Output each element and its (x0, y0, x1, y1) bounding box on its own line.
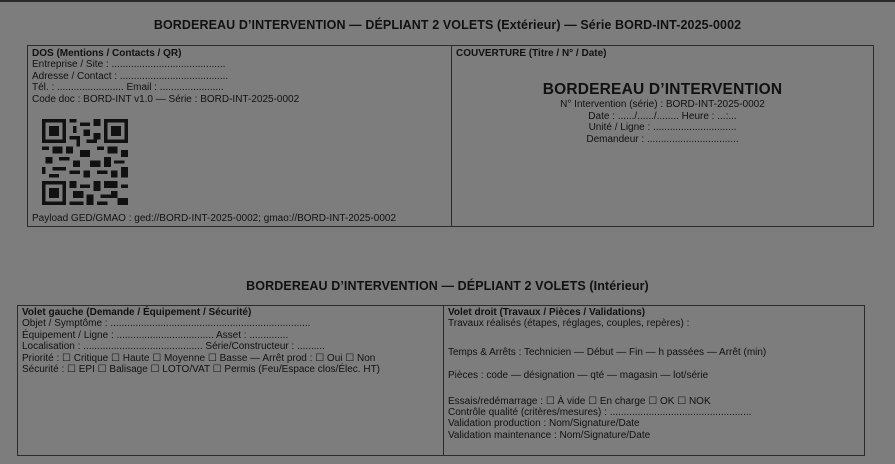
right-heading: Volet droit (Travaux / Pièces / Validations) (448, 307, 646, 318)
qr-code-icon (42, 119, 128, 205)
back-panel (32, 48, 447, 105)
right-validation-production-line: Validation production : Nom/Signature/Date (448, 418, 640, 430)
interior-fold-line (443, 306, 444, 455)
exterior-title: BORDEREAU D’INTERVENTION — DÉPLIANT 2 VOLETS (Extérieur) — Série BORD-INT-2025-0002 (153, 18, 742, 32)
back-address-line: Adresse / Contact : ....................................... (32, 70, 229, 82)
cover-date-line: Date : ....../....../........ Heure : ...:... (588, 110, 737, 122)
cover-big-title: BORDEREAU D’INTERVENTION (542, 81, 783, 98)
right-tests-line: Essais/redémarrage : ☐ À vide ☐ En charge ☐ OK ☐ NOK (448, 395, 711, 407)
cover-panel (456, 48, 870, 59)
cover-requester-line: Demandeur : ................................. (586, 133, 739, 145)
right-validation-maintenance-line: Validation maintenance : Nom/Signature/Date (448, 429, 651, 441)
left-safety-line: Sécurité : ☐ EPI ☐ Balisage ☐ LOTO/VAT ☐ Permis (Feu/Espace clos/Élec. HT) (22, 364, 381, 376)
left-priority-line: Priorité : ☐ Critique ☐ Haute ☐ Moyenne ☐ Basse — Arrêt prod : ☐ Oui ☐ Non (22, 352, 376, 364)
back-heading: DOS (Mentions / Contacts / QR) (32, 48, 182, 59)
right-quality-line: Contrôle qualité (critères/mesures) : ................................................... (448, 407, 752, 419)
interior-panel (17, 305, 865, 456)
left-panel (22, 307, 440, 375)
cover-content (452, 81, 873, 145)
left-equipment-line: Équipement / Ligne : ................................... Asset : .............. (22, 329, 289, 341)
cover-heading: COUVERTURE (Titre / N° / Date) (456, 48, 607, 59)
left-location-line: Localisation : ........................................... Série/Constructeur : .......... (22, 341, 325, 353)
back-code-line: Code doc : BORD-INT v1.0 — Série : BORD-INT-2025-0002 (32, 93, 300, 105)
back-contact-line: Tél. : ........................ Email : ....................... (32, 82, 224, 94)
cover-unit-line: Unité / Ligne : .............................. (588, 122, 737, 133)
back-company-line: Entreprise / Site : ......................................... (32, 59, 226, 71)
right-parts-line: Pièces : code — désignation — qté — magasin — lot/série (448, 370, 709, 382)
cover-series-line: N° Intervention (série) : BORD-INT-2025-0002 (560, 99, 765, 110)
back-payload: Payload GED/GMAO : ged://BORD-INT-2025-0002; gmao://BORD-INT-2025-0002 (32, 213, 397, 224)
right-works-line: Travaux réalisés (étapes, réglages, couples, repères) : (448, 318, 690, 330)
left-object-line: Objet / Symptôme : ........................................................................ (22, 318, 311, 330)
left-heading: Volet gauche (Demande / Équipement / Sécurité) (22, 307, 252, 318)
exterior-panel (27, 45, 874, 227)
right-times-line: Temps & Arrêts : Technicien — Début — Fin — h passées — Arrêt (min) (448, 346, 767, 358)
interior-title: BORDEREAU D’INTERVENTION — DÉPLIANT 2 VOLETS (Intérieur) (246, 279, 649, 293)
top-border (0, 0, 895, 2)
right-panel (448, 307, 862, 441)
